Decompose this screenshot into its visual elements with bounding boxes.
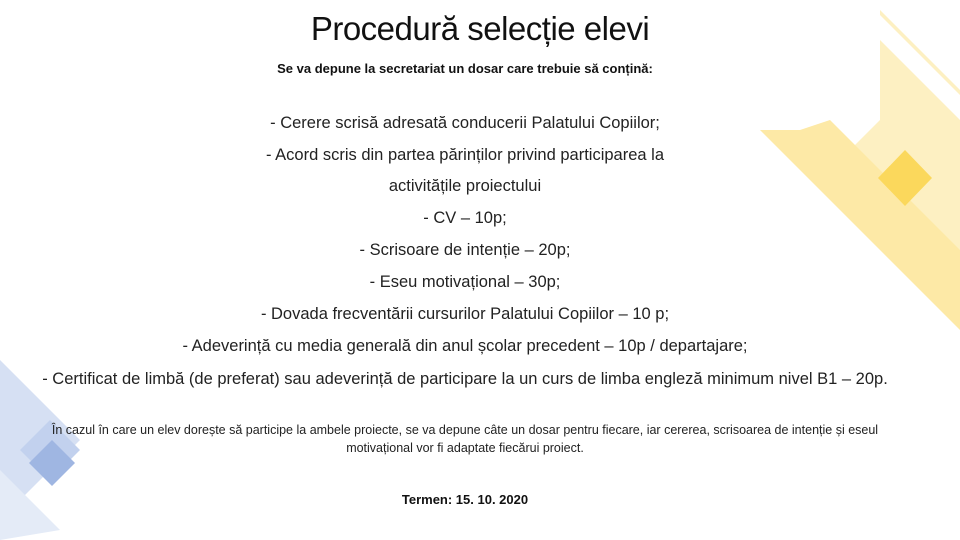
page-title: Procedură selecție elevi xyxy=(310,10,650,47)
list-item: - Dovada frecventării cursurilor Palatului Copiilor – 10 p; xyxy=(260,305,670,323)
list-item: - CV – 10p; xyxy=(423,209,507,227)
certificate-item: - Certificat de limbă (de preferat) sau adeverință de participare la un curs de limba engleză minimum nivel B1 – 20p. xyxy=(42,370,888,388)
list-item: - Scrisoare de intenție – 20p; xyxy=(359,241,571,259)
list-item: activitățile proiectului xyxy=(388,177,542,195)
list-item: - Adeverință cu media generală din anul școlar precedent – 10p / departajare; xyxy=(182,337,748,355)
list-item: - Cerere scrisă adresată conducerii Palatului Copiilor; xyxy=(270,114,660,132)
list-item: - Eseu motivațional – 30p; xyxy=(369,273,561,291)
deadline: Termen: 15. 10. 2020 xyxy=(401,492,529,507)
note-paragraph: În cazul în care un elev dorește să participe la ambele proiecte, se va depune câte un dosar pentru fiecare, iar cererea, scrisoarea de intenție și eseul motivațional vor fi adaptate fiecărui proiect. xyxy=(51,423,879,455)
list-item: - Acord scris din partea părinților privind participarea la xyxy=(265,146,664,164)
subtitle: Se va depune la secretariat un dosar care trebuie să conțină: xyxy=(277,61,653,76)
